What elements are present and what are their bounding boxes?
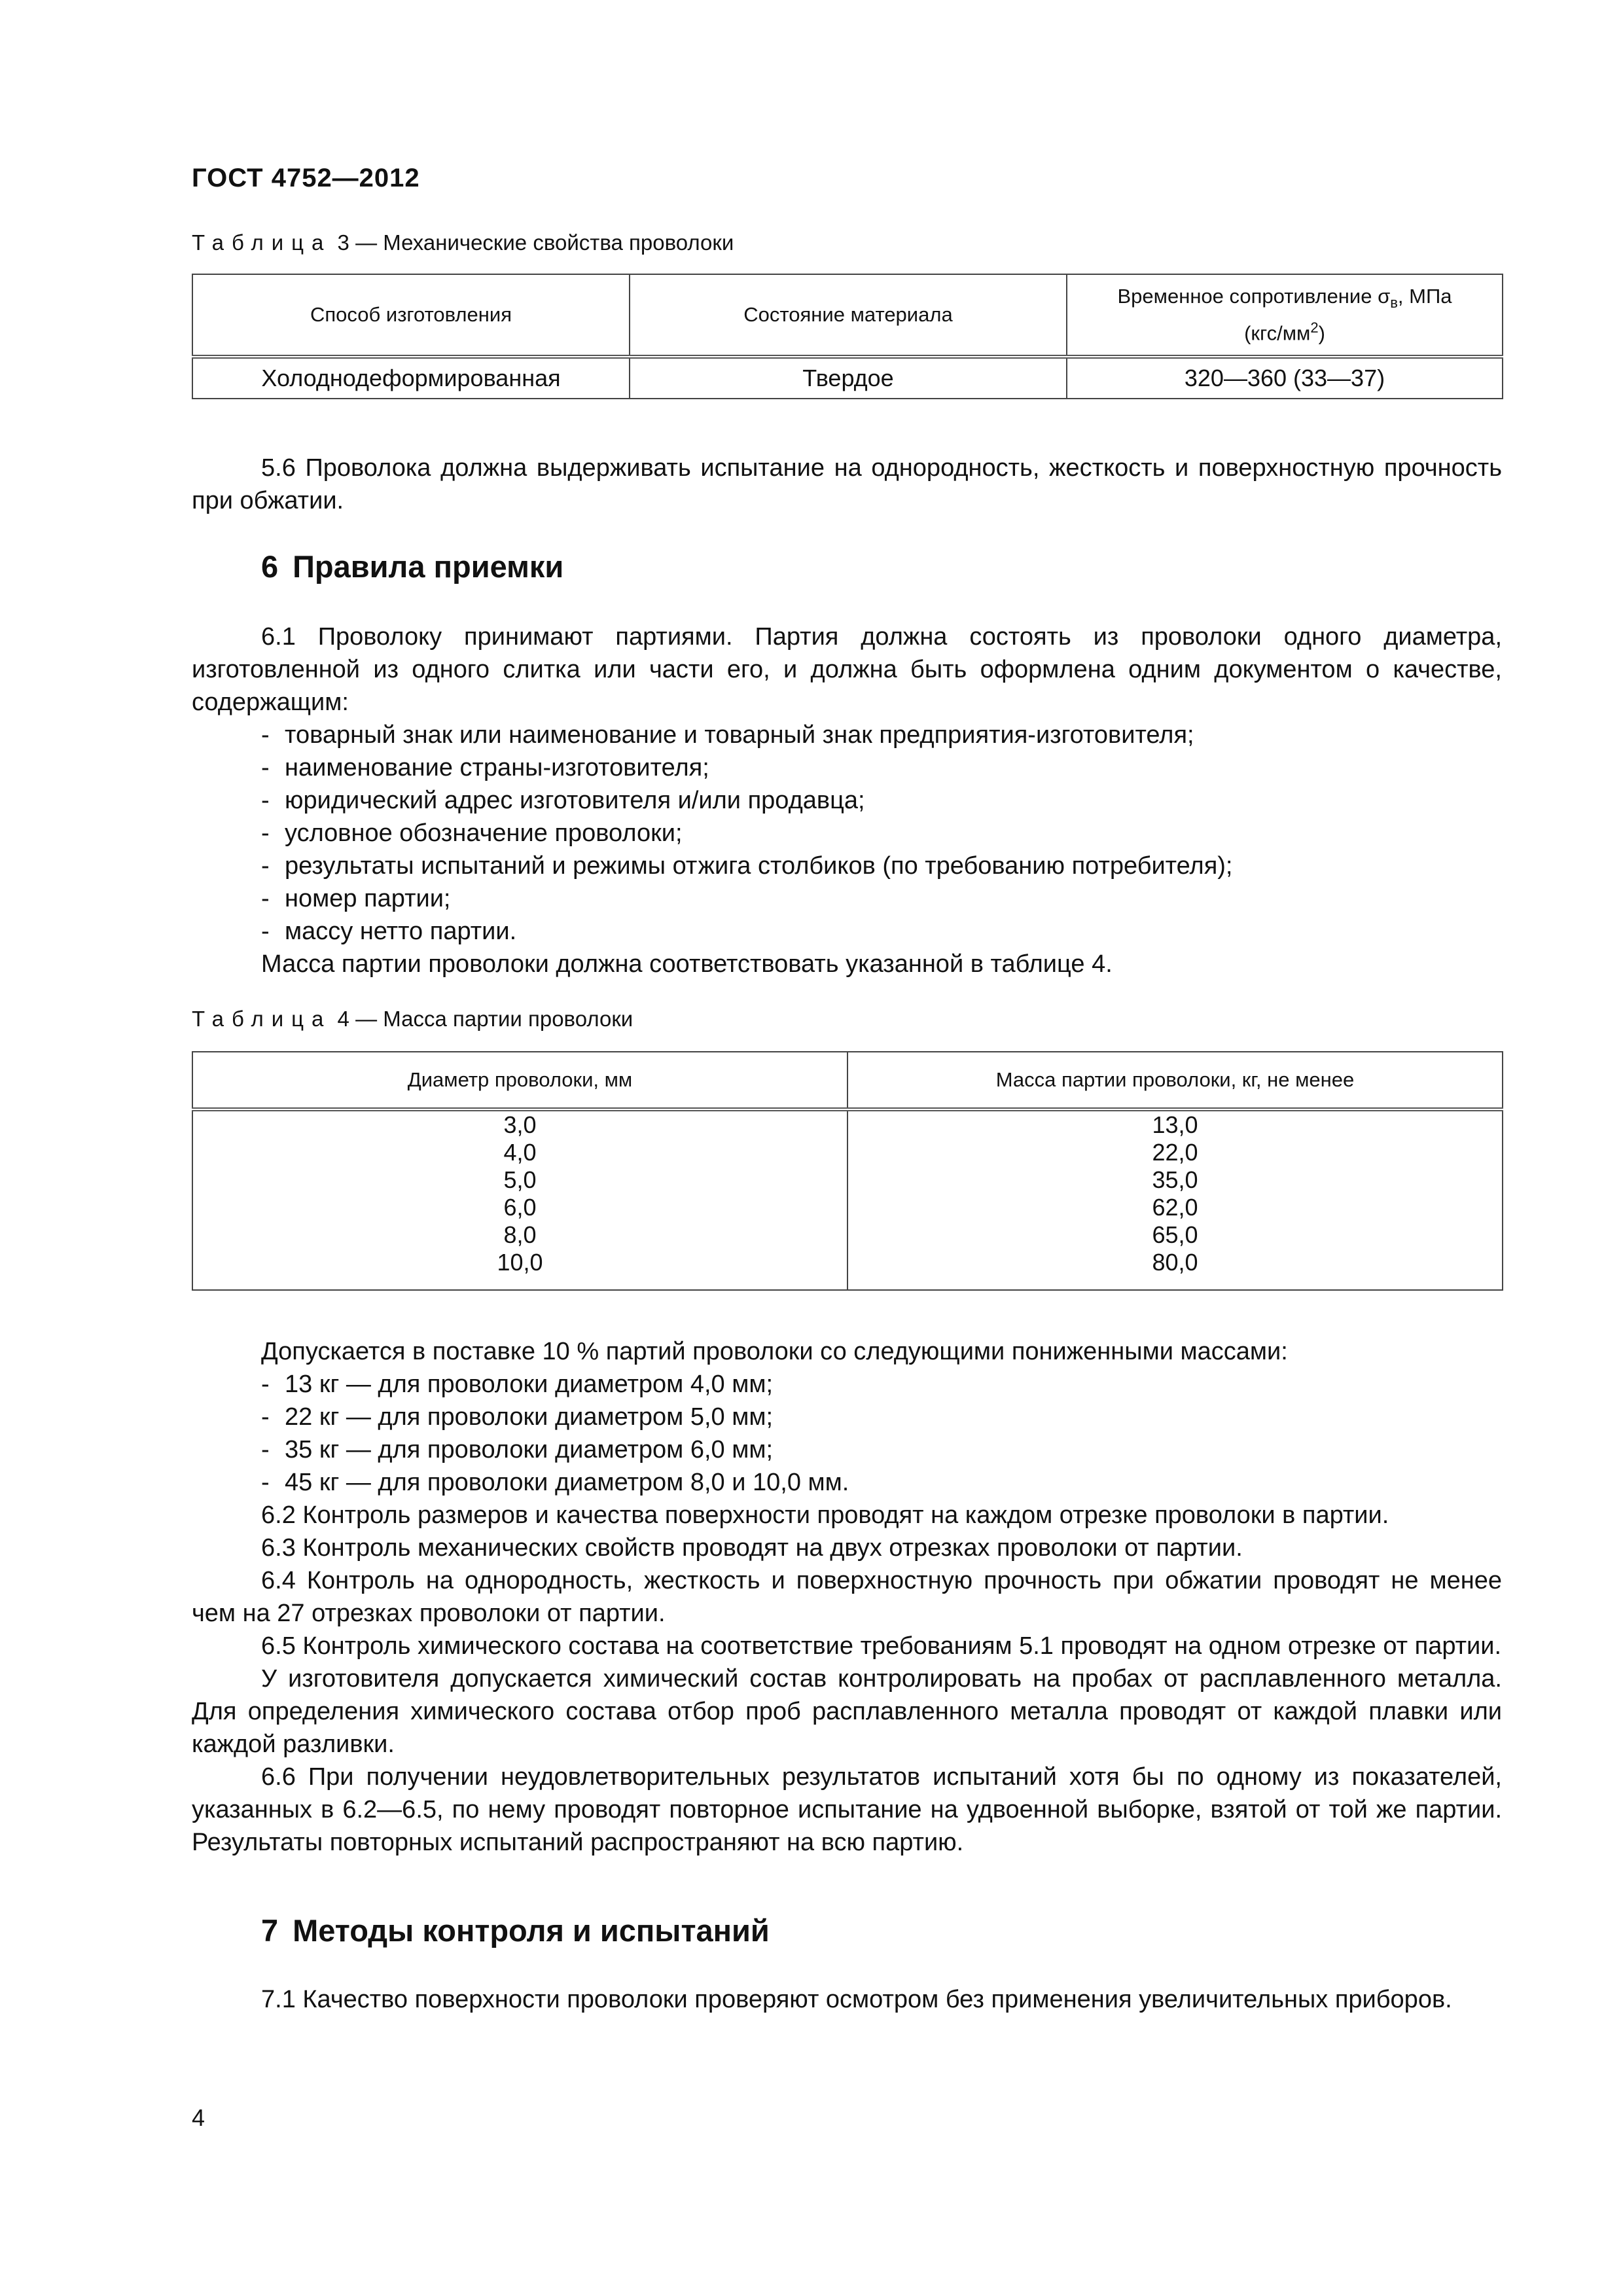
list-item: - 22 кг — для проволоки диаметром 5,0 мм; [261,1403,774,1431]
table4-mass: 35,0 [1152,1166,1198,1193]
table4-mass: 22,0 [1152,1139,1198,1166]
list-item: - условное обозначение проволоки; [261,819,683,847]
table3-header-method: Способ изготовления [192,274,630,357]
section-6-body [192,620,1502,980]
document-contents-list [192,719,1502,948]
table4-mass: 62,0 [1152,1194,1198,1221]
table4-caption-word: Таблица [192,1007,332,1031]
reduced-mass-intro: Допускается в поставке 10 % партий проволоки со следующими пониженными массами: [261,1338,1288,1365]
standard-code: ГОСТ 4752—2012 [192,164,420,192]
paragraph-6-6: 6.6 При получении неудовлетворительных результатов испытаний хотя бы по одному из показателей, указанных в 6.2—6.5, по нему проводят повторное испытание на удвоенной выборке, взятой от той же партии. Результаты повторных испытаний распространяют на всю партию. [192,1763,1502,1856]
table4-caption-text: 4 — Масса партии проволоки [331,1007,633,1031]
table3-header-strength: Временное сопротивление $\sigma_в$, МПа $(кгс/мм^2)$ [1067,274,1503,357]
paragraph-6-5: 6.5 Контроль химического состава на соответствие требованиям 5.1 проводят на одном отрезке от партии. [261,1632,1502,1660]
table4-diameter: 6,0 [503,1194,537,1221]
paragraph-6-2: 6.2 Контроль размеров и качества поверхности проводят на каждом отрезке проволоки в партии. [261,1501,1389,1529]
table4-caption [192,1007,633,1031]
table4-diameter: 3,0 [503,1111,537,1138]
table4-diameters-cell [192,1109,847,1290]
list-item: - 13 кг — для проволоки диаметром 4,0 мм; [261,1371,774,1398]
table3-cell-strength: 320—360 (33—37) [1067,357,1503,399]
list-item: - 45 кг — для проволоки диаметром 8,0 и 10,0 мм. [261,1469,849,1496]
list-item: - юридический адрес изготовителя и/или продавца; [261,787,865,814]
section-7-heading: 7 Методы контроля и испытаний [261,1913,770,1948]
table4-header-diameter: Диаметр проволоки, мм [192,1052,847,1109]
section-6-continuation [192,1335,1502,1859]
table3-cell-method: Холоднодеформированная [192,357,630,399]
table4-diameter: 10,0 [497,1249,543,1276]
table3-caption-word: Таблица [192,230,332,255]
list-item: - товарный знак или наименование и товарный знак предприятия-изготовителя; [261,721,1194,749]
reduced-mass-list [192,1368,1502,1499]
list-item: - результаты испытаний и режимы отжига столбиков (по требованию потребителя); [261,852,1233,880]
list-item: - номер партии; [261,885,451,912]
table4 [192,1051,1503,1291]
table3-cell-state: Твердое [630,357,1067,399]
paragraph-5-6: 5.6 Проволока должна выдерживать испытание на однородность, жесткость и поверхностную прочность при обжатии. [192,454,1502,514]
list-item: - наименование страны-изготовителя; [261,754,709,781]
table3-caption-text: 3 — Механические свойства проволоки [331,230,734,255]
table4-diameter: 8,0 [503,1221,537,1248]
table4-mass: 65,0 [1152,1221,1198,1248]
table3-header-state: Состояние материала [630,274,1067,357]
table3-caption [192,230,734,255]
list-item: - массу нетто партии. [261,918,517,945]
table4-mass: 13,0 [1152,1111,1198,1138]
mass-note: Масса партии проволоки должна соответствовать указанной в таблице 4. [261,950,1113,978]
paragraph-7-1: 7.1 Качество поверхности проволоки проверяют осмотром без применения увеличительных приборов. [261,1986,1452,2013]
page-number: 4 [192,2104,205,2131]
paragraph-6-1: 6.1 Проволоку принимают партиями. Партия должна состоять из проволоки одного диаметра, изготовленной из одного слитка или части его, и должна быть оформлена одним документом о качестве, содержащим: [192,623,1502,716]
paragraph-6-5-melt: У изготовителя допускается химический состав контролировать на пробах от расплавленного металла. Для определения химического состава отбор проб расплавленного металла проводят от каждой плавки или каждой разливки. [192,1665,1502,1758]
table4-mass: 80,0 [1152,1249,1198,1276]
list-item: - 35 кг — для проволоки диаметром 6,0 мм; [261,1436,774,1463]
table3 [192,274,1503,399]
table4-header-mass: Масса партии проволоки, кг, не менее [847,1052,1503,1109]
paragraph-6-3: 6.3 Контроль механических свойств проводят на двух отрезках проволоки от партии. [261,1534,1243,1562]
table4-masses-cell [847,1109,1503,1290]
table4-diameter: 5,0 [503,1166,537,1193]
table4-diameter: 4,0 [503,1139,537,1166]
section-6-heading: 6 Правила приемки [261,549,564,584]
paragraph-6-4: 6.4 Контроль на однородность, жесткость и поверхностную прочность при обжатии проводят не менее чем на 27 отрезках проволоки от партии. [192,1567,1502,1627]
